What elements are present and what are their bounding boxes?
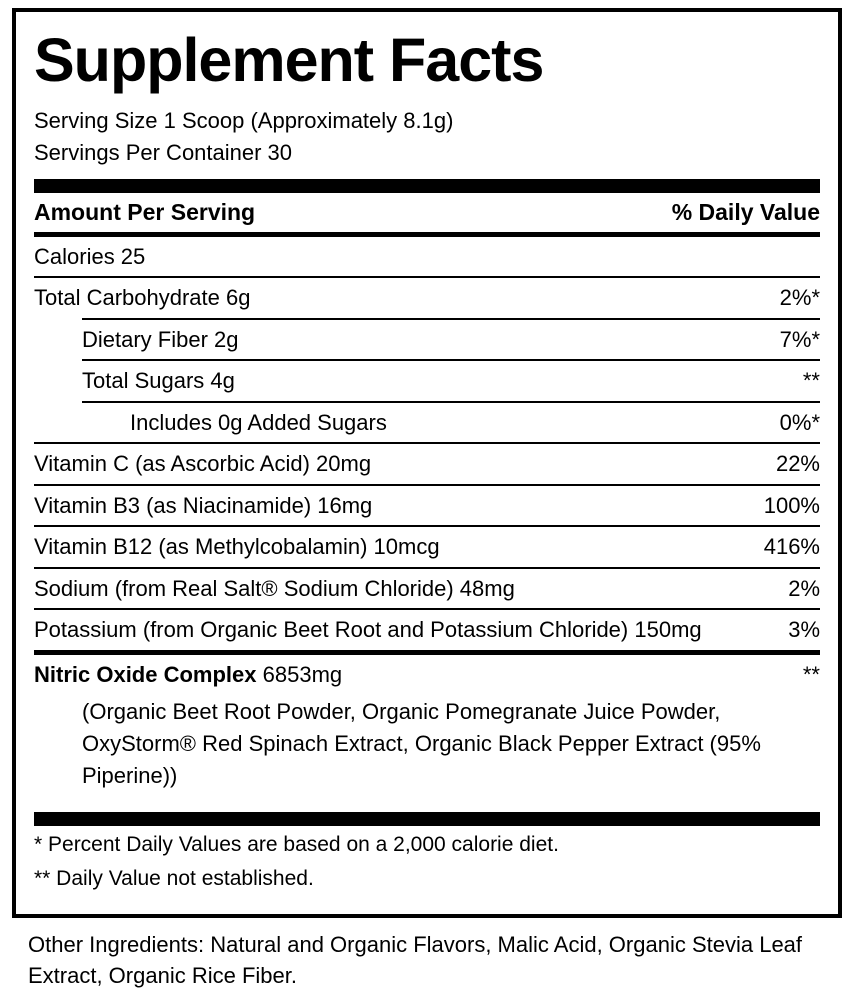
table-row [34, 444, 820, 484]
table-header-row [34, 193, 820, 232]
row-label: Vitamin C (as Ascorbic Acid) 20mg [34, 451, 372, 477]
table-row [34, 278, 820, 318]
row-label: Dietary Fiber 2g [82, 326, 239, 352]
row-label: Total Sugars 4g [82, 368, 235, 394]
row-label: Sodium (from Real Salt® Sodium Chloride) 48mg [34, 575, 515, 601]
row-value: 3% [788, 617, 820, 643]
row-value: 0%* [779, 409, 820, 435]
table-row [34, 403, 820, 443]
row-label: Potassium (from Organic Beet Root and Potassium Chloride) 150mg [34, 617, 702, 643]
divider-thick-top [34, 179, 820, 193]
table-row [34, 527, 820, 567]
supplement-facts-panel [12, 8, 842, 918]
table-row [34, 486, 820, 526]
table-row [34, 361, 820, 401]
row-label: Includes 0g Added Sugars [130, 409, 387, 435]
row-value: 100% [763, 492, 820, 518]
page-title: Supplement Facts [34, 26, 544, 94]
daily-value-header: % Daily Value [671, 198, 820, 225]
amount-per-serving-header: Amount Per Serving [34, 198, 256, 225]
other-ingredients: Other Ingredients: Natural and Organic Flavors, Malic Acid, Organic Stevia Leaf Extract, Organic Rice Fiber. [28, 932, 803, 988]
complex-amount: 6853mg [262, 661, 343, 687]
row-label: Vitamin B12 (as Methylcobalamin) 10mcg [34, 534, 440, 560]
row-value: 22% [775, 451, 820, 477]
complex-dv: ** [802, 661, 820, 687]
row-label: Vitamin B3 (as Niacinamide) 16mg [34, 492, 373, 518]
complex-name: Nitric Oxide Complex [34, 661, 257, 687]
row-value: ** [802, 368, 820, 394]
row-value: 2%* [779, 285, 820, 311]
table-row [34, 569, 820, 609]
servings-per-container-line: Servings Per Container 30 [34, 139, 293, 165]
table-row [34, 610, 820, 650]
footnote-daily-values: * Percent Daily Values are based on a 2,000 calorie diet. [34, 832, 559, 856]
row-value: 7%* [779, 326, 820, 352]
row-value: 2% [788, 575, 820, 601]
row-label: Calories 25 [34, 243, 146, 269]
nitric-oxide-complex-row [34, 655, 820, 695]
row-value: 416% [763, 534, 820, 560]
table-row [34, 237, 820, 277]
complex-description: (Organic Beet Root Powder, Organic Pomegranate Juice Powder, OxyStorm® Red Spinach Extract, Organic Black Pepper Extract (95% Piperine)) [82, 699, 761, 788]
complex-label [34, 661, 342, 689]
divider-thick-bottom [34, 812, 820, 826]
serving-size-line: Serving Size 1 Scoop (Approximately 8.1g) [34, 108, 454, 133]
table-row [34, 320, 820, 360]
footnote-not-established: ** Daily Value not established. [34, 867, 314, 891]
row-label: Total Carbohydrate 6g [34, 285, 251, 311]
